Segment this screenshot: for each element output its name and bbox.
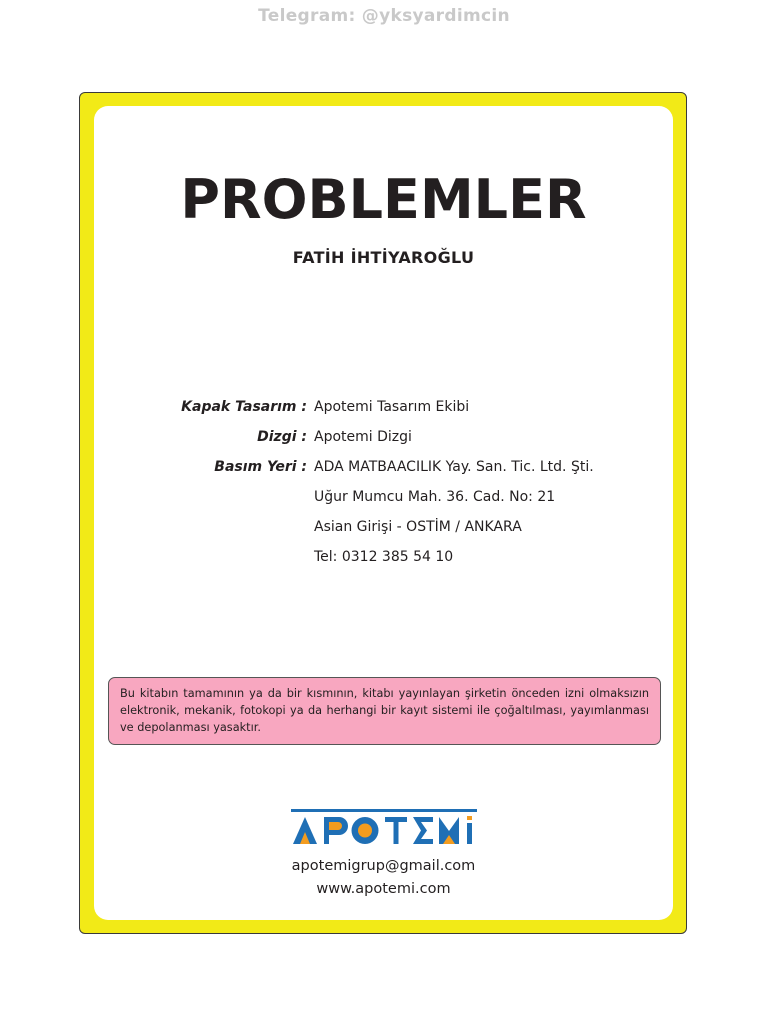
credit-row-district — [94, 517, 673, 547]
copyright-notice: Bu kitabın tamamının ya da bir kısmının, kitabı yayınlayan şirketin önceden izni olmaksızın elektronik, mekanik, fotokopi ya da herhangi bir kayıt sistemi ile çoğaltılması, yayımlanması ve depolanması yasaktır. — [108, 677, 661, 745]
book-author: FATİH İHTİYAROĞLU — [292, 248, 475, 267]
publisher-website: www.apotemi.com — [316, 881, 451, 897]
credit-row-print — [94, 457, 673, 487]
print-address-line: Uğur Mumcu Mah. 36. Cad. No: 21 — [314, 489, 556, 505]
print-address-line: ADA MATBAACILIK Yay. San. Tic. Ltd. Şti. — [314, 459, 594, 475]
print-phone: Tel: 0312 385 54 10 — [314, 549, 454, 565]
page-content — [94, 106, 673, 920]
credits-block — [94, 397, 673, 577]
credit-row-cover — [94, 397, 673, 427]
print-address-line: Asian Girişi - OSTİM / ANKARA — [314, 519, 522, 535]
typeset-label: Dizgi : — [257, 429, 307, 445]
credit-row-phone — [94, 547, 673, 577]
credit-row-address — [94, 487, 673, 517]
publisher-email: apotemigrup@gmail.com — [291, 858, 476, 874]
typeset-value: Apotemi Dizgi — [314, 429, 412, 445]
telegram-watermark: Telegram: @yksyardimcin — [258, 6, 510, 26]
yellow-page-frame — [79, 92, 687, 934]
apotemi-logo — [291, 809, 477, 849]
cover-design-label: Kapak Tasarım : — [181, 399, 307, 415]
book-title: PROBLEMLER — [180, 168, 587, 231]
cover-design-value: Apotemi Tasarım Ekibi — [314, 399, 470, 415]
contact-block — [94, 855, 673, 901]
print-place-label: Basım Yeri : — [214, 459, 307, 475]
credit-row-typeset — [94, 427, 673, 457]
